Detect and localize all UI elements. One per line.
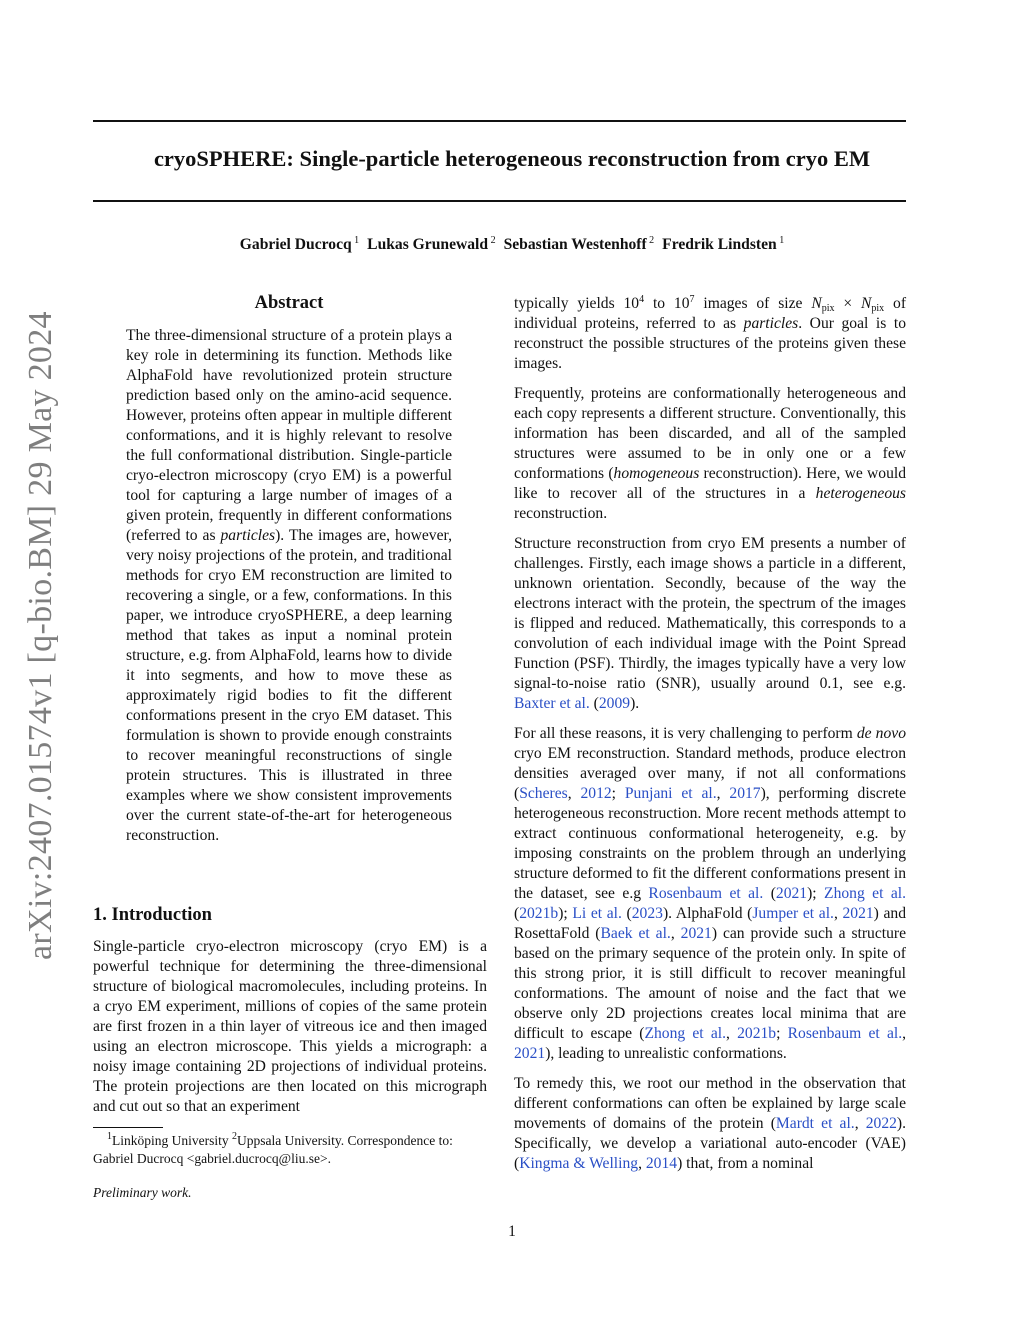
paragraph: Structure reconstruction from cryo EM presents a number of challenges. Firstly, each image shows a particle in a different, unknown orientation. Secondly, because of the way the electrons interact with the protein, the spectrum of the images is flipped and reduced. Mathematically, this corresponds to a convolution of each individual image with the Point Spread Function (PSF). Thirdly, the images typically have a very low signal-to-noise ratio (SNR), usually around 0.1, see e.g. Baxter et al. (2009).	[514, 535, 906, 712]
italic-text: N	[860, 295, 872, 312]
superscript: 1	[107, 1131, 112, 1142]
author	[662, 236, 784, 253]
italic-text: particles	[743, 315, 799, 332]
citation-link[interactable]: 2021	[514, 1045, 546, 1062]
citation-link[interactable]: Zhong et al.	[824, 885, 906, 902]
author	[367, 236, 495, 253]
superscript: 2	[232, 1131, 237, 1142]
citation-link[interactable]: 2021b	[519, 905, 559, 922]
introduction-text: Single-particle cryo-electron microscopy (cryo EM) is a powerful technique for determining the three-dimensional structure of biological macromolecules, including proteins. In a cryo EM experiment, millions of copies of the same protein are first frozen in a thin layer of vitreous ice and then imaged using an electron microscope. This yields a micrograph: a noisy image containing 2D projections of individual proteins. The protein projections are then located on this micrograph and cut out so that an experiment	[93, 938, 487, 1115]
italic-text: N	[811, 295, 822, 312]
introduction-section	[93, 903, 487, 1117]
citation-link[interactable]: Jumper et al.	[752, 905, 834, 922]
italic-text: heterogeneous	[815, 485, 906, 502]
footnote-affiliations: $^1$Linköping University $^2$Uppsala University. Correspondence to: Gabriel Ducrocq <gabriel.ducrocq@liu.se>.	[93, 1131, 453, 1166]
abstract-text: The three-dimensional structure of a protein plays a key role in determining its function. Methods like AlphaFold have revolutionized protein structure prediction based only on the amino-acid sequence. However, proteins often appear in multiple different conformations, and it is highly relevant to resolve the full conformational distribution. Single-particle cryo-electron microscopy (cryo EM) is a powerful tool for capturing a large number of images of a given protein, frequently in different conformations (referred to as particles). The images are, however, very noisy projections of the protein, and traditional methods for cryo EM reconstruction are limited to recovering a single, or a few, conformations. In this paper, we introduce cryoSPHERE, a deep learning method that takes as input a nominal protein structure, e.g. from AlphaFold, learns how to divide it into segments, and how to move these as approximately rigid bodies to fit the different conformations present in the cryo EM dataset. This formulation is shown to provide enough constraints to recover meaningful reconstructions of single protein structures. This is illustrated in three examples where we show consistent improvements over the current state-of-the-art for heterogeneous reconstruction.	[126, 327, 452, 844]
citation-link[interactable]: 2014	[645, 1155, 678, 1172]
author	[504, 236, 655, 253]
author-affiliation: 2	[646, 235, 655, 246]
author	[240, 236, 359, 253]
subscript: pix	[871, 303, 885, 314]
citation-link[interactable]: Rosenbaum et al.	[787, 1025, 903, 1042]
right-column	[514, 294, 906, 1184]
superscript: 7	[689, 294, 695, 305]
title-rule	[93, 200, 906, 202]
citation-link[interactable]: Li et al.	[572, 905, 622, 922]
citation-link[interactable]: 2009	[598, 695, 631, 712]
citation-link[interactable]: 2021	[775, 885, 808, 902]
author-name: Gabriel Ducrocq	[239, 236, 352, 253]
abstract-section	[126, 292, 452, 846]
citation-link[interactable]: Rosenbaum et al.	[648, 885, 764, 902]
citation-link[interactable]: 2021b	[737, 1025, 777, 1042]
citation-link[interactable]: Scheres	[519, 785, 568, 802]
citation-link[interactable]: 2017	[729, 785, 761, 802]
citation-link[interactable]: 2012	[580, 785, 612, 802]
citation-link[interactable]: Mardt et al.	[775, 1115, 855, 1132]
italic-text: particles	[220, 527, 276, 544]
author-name: Fredrik Lindsten	[662, 236, 777, 253]
citation-link[interactable]: Zhong et al.	[644, 1025, 726, 1042]
citation-link[interactable]: 2021	[680, 925, 712, 942]
subscript: pix	[821, 303, 835, 314]
author-list	[0, 236, 1024, 254]
author-affiliation: 2	[488, 235, 496, 246]
introduction-heading: 1. Introduction	[93, 905, 212, 925]
paper-title: cryoSPHERE: Single-particle heterogeneous reconstruction from cryo EM	[153, 146, 871, 171]
footnote-note: Preliminary work.	[93, 1185, 192, 1200]
superscript: 4	[639, 294, 645, 305]
footnote-rule	[93, 1127, 163, 1128]
citation-link[interactable]: 2023	[631, 905, 663, 922]
abstract-heading: Abstract	[254, 293, 324, 313]
page-number: 1	[508, 1223, 516, 1240]
citation-link[interactable]: Punjani et al.	[624, 785, 717, 802]
footnote	[93, 1127, 487, 1202]
italic-text: homogeneous	[613, 465, 700, 482]
author-name: Sebastian Westenhoff	[503, 236, 647, 253]
citation-link[interactable]: Baek et al.	[600, 925, 671, 942]
arxiv-identifier: arXiv:2407.01574v1 [q-bio.BM] 29 May 2024	[22, 311, 59, 960]
paragraph: To remedy this, we root our method in the observation that different conformations can often be explained by large scale movements of domains of the protein (Mardt et al., 2022). Specifically, we develop a variational auto-encoder (VAE) (Kingma & Welling, 2014) that, from a nominal	[514, 1075, 906, 1172]
paragraph: For all these reasons, it is very challenging to perform de novo cryo EM reconstruction. Standard methods, produce electron densities averaged over many, if not all conformations (Scheres, 2012; Punjani et al., 2017), performing discrete heterogeneous reconstruction. More recent methods attempt to extract continuous conformational heterogeneity, e.g. by imposing constraints on the problem through an underlying structure deformed to fit the different conformations present in the dataset, see e.g Rosenbaum et al. (2021); Zhong et al. (2021b); Li et al. (2023). AlphaFold (Jumper et al., 2021) and RosettaFold (Baek et al., 2021) can provide such a structure based on the primary sequence of the protein only. In spite of this strong prior, it is still difficult to recover meaningful conformations. The amount of noise and the fact that we observe only 2D projections creates local minima that are difficult to escape (Zhong et al., 2021b; Rosenbaum et al., 2021), leading to unrealistic conformations.	[514, 725, 907, 1062]
citation-link[interactable]: 2021	[842, 905, 874, 922]
paragraph: typically yields $10^4$ to $10^7$ images of size $N_{pix} \times N_{pix}$ of individual proteins, referred to as particles. Our goal is to reconstruct the possible structures of the proteins given these images.	[514, 294, 907, 372]
top-rule	[93, 120, 906, 122]
paragraph: Frequently, proteins are conformationally heterogeneous and each copy represents a different structure. Conventionally, this information has been discarded, and all of the sampled structures were assumed to be in only one or a few conformations (homogeneous reconstruction). Here, we would like to recover all of the structures in a heterogeneous reconstruction.	[514, 385, 906, 522]
italic-text: de novo	[856, 725, 906, 742]
author-name: Lukas Grunewald	[367, 236, 489, 253]
author-affiliation: 1	[351, 235, 360, 246]
citation-link[interactable]: Baxter et al.	[514, 695, 590, 712]
citation-link[interactable]: 2022	[865, 1115, 897, 1132]
citation-link[interactable]: Kingma & Welling	[519, 1155, 639, 1172]
author-affiliation: 1	[776, 235, 785, 246]
